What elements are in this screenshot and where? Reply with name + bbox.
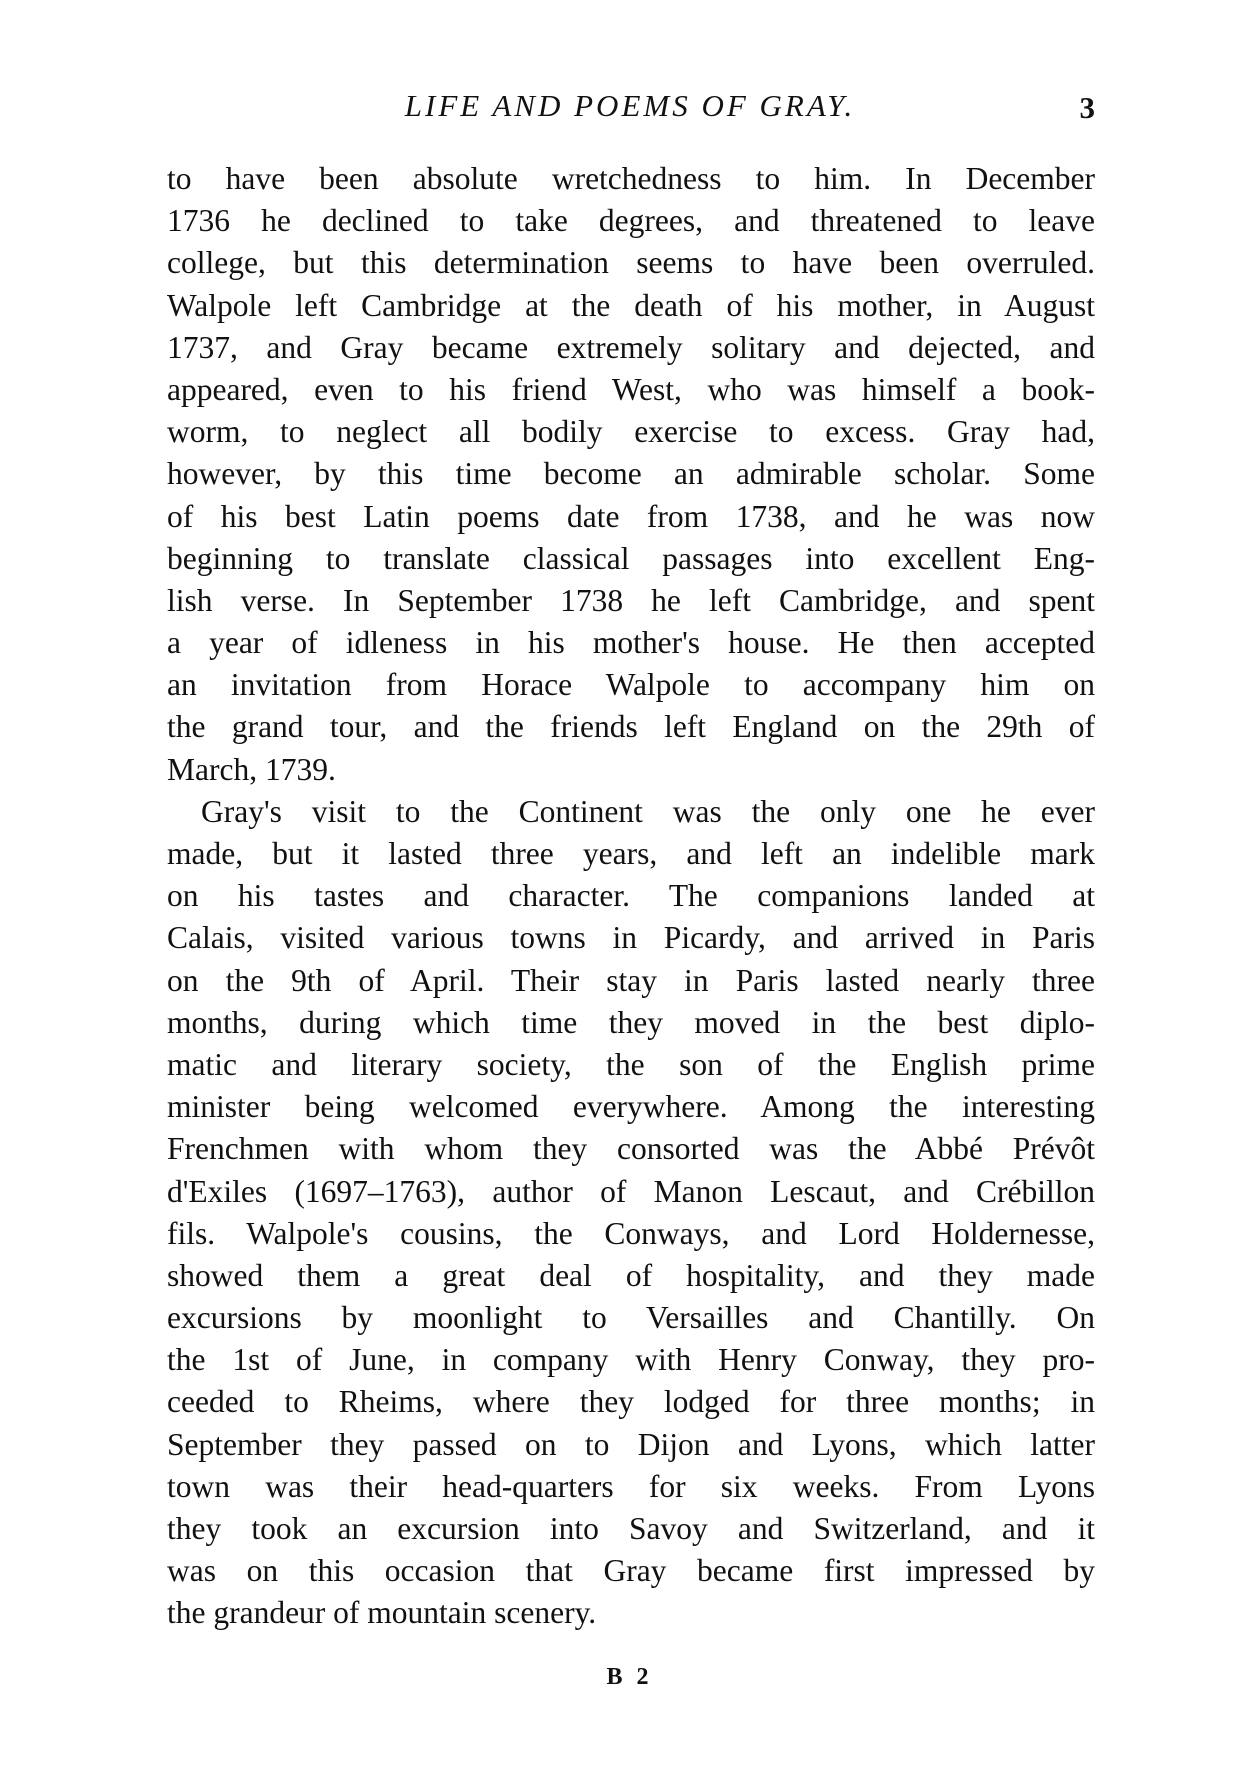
text-line: September they passed on to Dijon and Lyons, which latter (167, 1426, 1095, 1462)
text-line: Calais, visited various towns in Picardy, and arrived in Paris (167, 920, 1095, 956)
text-line: on the 9th of April. Their stay in Paris lasted nearly three (167, 962, 1095, 998)
text-line: they took an excursion into Savoy and Switzerland, and it (167, 1511, 1095, 1546)
paragraph-2 (167, 791, 1095, 1635)
text-line: Gray's visit to the Continent was the only one he ever (201, 793, 1095, 829)
text-line: was on this occasion that Gray became first impressed by (167, 1553, 1095, 1589)
text-line: appeared, even to his friend West, who was himself a book- (167, 371, 1095, 407)
text-line: lish verse. In September 1738 he left Cambridge, and spent (167, 582, 1095, 618)
text-line: d'Exiles (1697–1763), author of Manon Lescaut, and Crébillon (167, 1173, 1095, 1209)
text-line: ceeded to Rheims, where they lodged for three months; in (167, 1384, 1095, 1420)
running-head (165, 86, 1095, 126)
text-line: Walpole left Cambridge at the death of his mother, in August (167, 287, 1095, 323)
body-text (167, 158, 1095, 1635)
text-line: the 1st of June, in company with Henry Conway, they pro- (167, 1342, 1095, 1378)
text-line: an invitation from Horace Walpole to accompany him on (167, 667, 1095, 703)
text-line: matic and literary society, the son of the English prime (167, 1046, 1095, 1082)
page-number: 3 (1079, 90, 1095, 125)
text-line: 1736 he declined to take degrees, and threatened to leave (167, 203, 1095, 239)
text-line: minister being welcomed everywhere. Among the interesting (167, 1089, 1095, 1125)
text-line: worm, to neglect all bodily exercise to excess. Gray had, (167, 414, 1095, 450)
text-line: Frenchmen with whom they consorted was the Abbé Prévôt (167, 1131, 1095, 1167)
text-line: showed them a great deal of hospitality, and they made (167, 1257, 1095, 1293)
text-line: a year of idleness in his mother's house. He then accepted (167, 625, 1095, 661)
running-title: LIFE AND POEMS OF GRAY. (404, 88, 856, 123)
text-line: of his best Latin poems date from 1738, and he was now (167, 498, 1095, 534)
text-line: on his tastes and character. The companions landed at (167, 878, 1095, 914)
text-line: 1737, and Gray became extremely solitary and dejected, and (167, 329, 1095, 365)
text-line: fils. Walpole's cousins, the Conways, and Lord Holdernesse, (167, 1215, 1095, 1251)
text-line: town was their head-quarters for six weeks. From Lyons (167, 1468, 1095, 1504)
text-line: however, by this time become an admirable scholar. Some (167, 456, 1095, 492)
text-line: beginning to translate classical passages into excellent Eng- (167, 540, 1095, 576)
text-line: the grand tour, and the friends left England on the 29th of (167, 709, 1095, 745)
text-line: March, 1739. (167, 751, 336, 787)
text-line: made, but it lasted three years, and left an indelible mark (167, 836, 1095, 871)
signature-mark: B 2 (606, 1664, 653, 1690)
text-line: excursions by moonlight to Versailles and Chantilly. On (167, 1300, 1095, 1336)
paragraph-1 (167, 158, 1095, 791)
text-line: the grandeur of mountain scenery. (167, 1595, 597, 1631)
text-line: college, but this determination seems to have been overruled. (167, 245, 1095, 281)
text-line: months, during which time they moved in the best diplo- (167, 1004, 1095, 1040)
text-line: to have been absolute wretchedness to him. In December (167, 161, 1095, 196)
